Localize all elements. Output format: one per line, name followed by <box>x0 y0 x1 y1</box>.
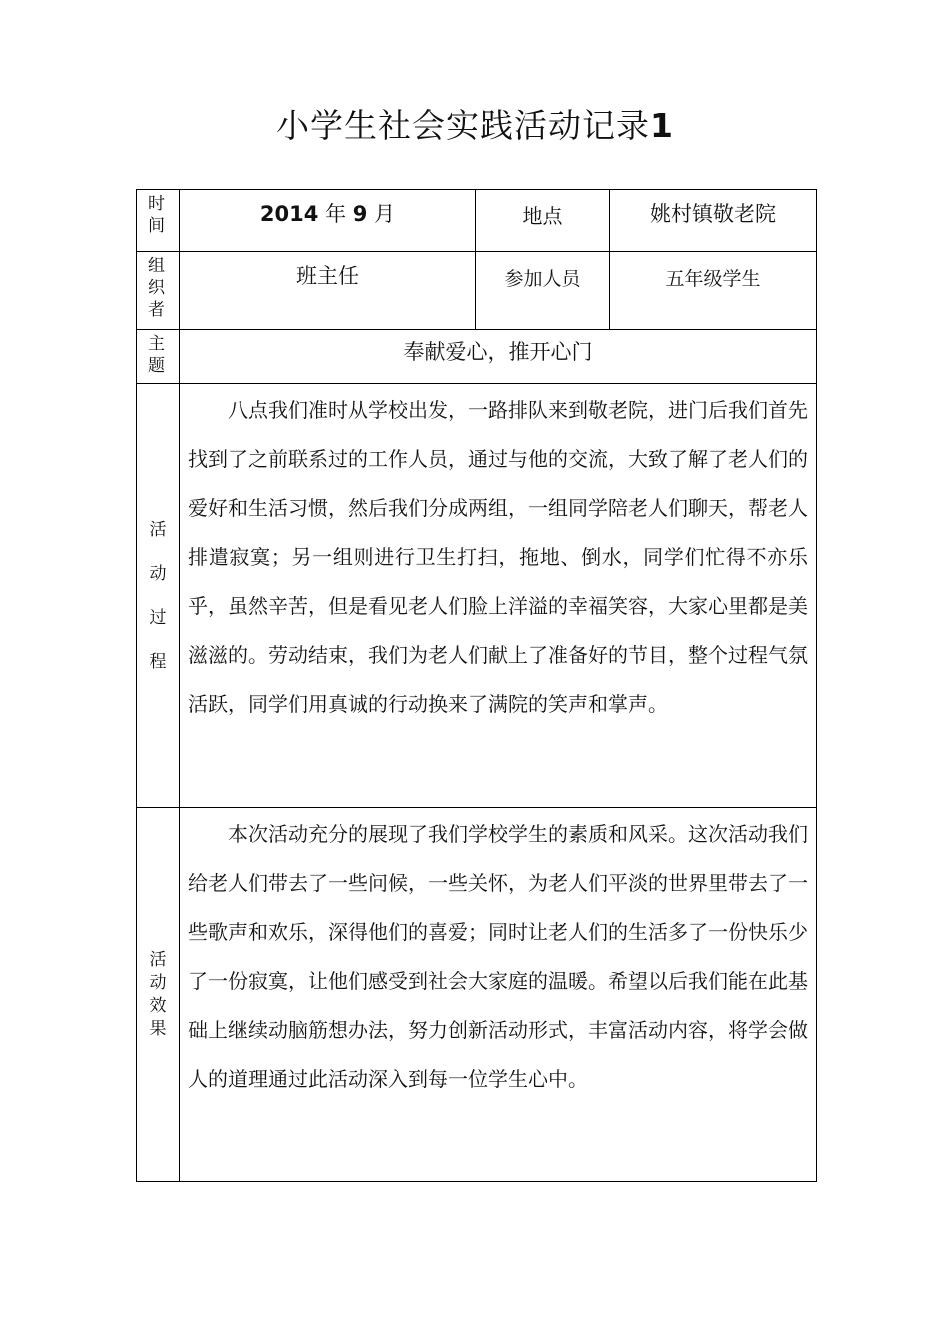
process-label-text: 活 动 过 程 <box>149 519 167 672</box>
process-text: 八点我们准时从学校出发，一路排队来到敬老院，进门后我们首先找到了之前联系过的工作人员，通过与他的交流，大致了解了老人们的爱好和生活习惯，然后我们分成两组，一组同学陪老人们聊天，帮老人排遣寂寞；另一组则进行卫生打扫，拖地、倒水，同学们忙得不亦乐乎，虽然辛苦，但是看见老人们脸上洋溢的幸福笑容，大家心里都是美滋滋的。劳动结束，我们为老人们献上了准备好的节目，整个过程气氛活跃，同学们用真诚的行动换来了满院的笑声和掌声。 <box>180 384 816 808</box>
time-year: 2014 <box>259 202 319 226</box>
page-title <box>0 100 950 147</box>
time-month: 9 <box>352 202 368 226</box>
time-label: 时 间 <box>137 190 180 252</box>
theme-value: 奉献爱心，推开心门 <box>180 330 816 384</box>
time-year-suffix: 年 <box>325 202 347 226</box>
place-label: 地点 <box>476 190 610 252</box>
title-number: 1 <box>650 106 674 145</box>
activity-record-table <box>136 189 817 1182</box>
time-value <box>180 190 476 252</box>
organizer-label: 组 织 者 <box>137 252 180 330</box>
title-text: 小学生社会实践活动记录 <box>276 106 651 145</box>
place-value: 姚村镇敬老院 <box>610 190 816 252</box>
time-month-suffix: 月 <box>374 202 396 226</box>
effect-label-text: 活 动 效 果 <box>149 949 167 1039</box>
process-label <box>137 384 180 808</box>
participants-label: 参加人员 <box>476 252 610 330</box>
participants-value: 五年级学生 <box>610 252 816 330</box>
effect-text: 本次活动充分的展现了我们学校学生的素质和风采。这次活动我们给老人们带去了一些问候，一些关怀，为老人们平淡的世界里带去了一些歌声和欢乐，深得他们的喜爱；同时让老人们的生活多了一份快乐少了一份寂寞，让他们感受到社会大家庭的温暖。希望以后我们能在此基础上继续动脑筋想办法，努力创新活动形式，丰富活动内容，将学会做人的道理通过此活动深入到每一位学生心中。 <box>188 822 808 1091</box>
organizer-value: 班主任 <box>180 252 476 330</box>
effect-label <box>137 808 180 1181</box>
theme-label: 主 题 <box>137 330 180 384</box>
